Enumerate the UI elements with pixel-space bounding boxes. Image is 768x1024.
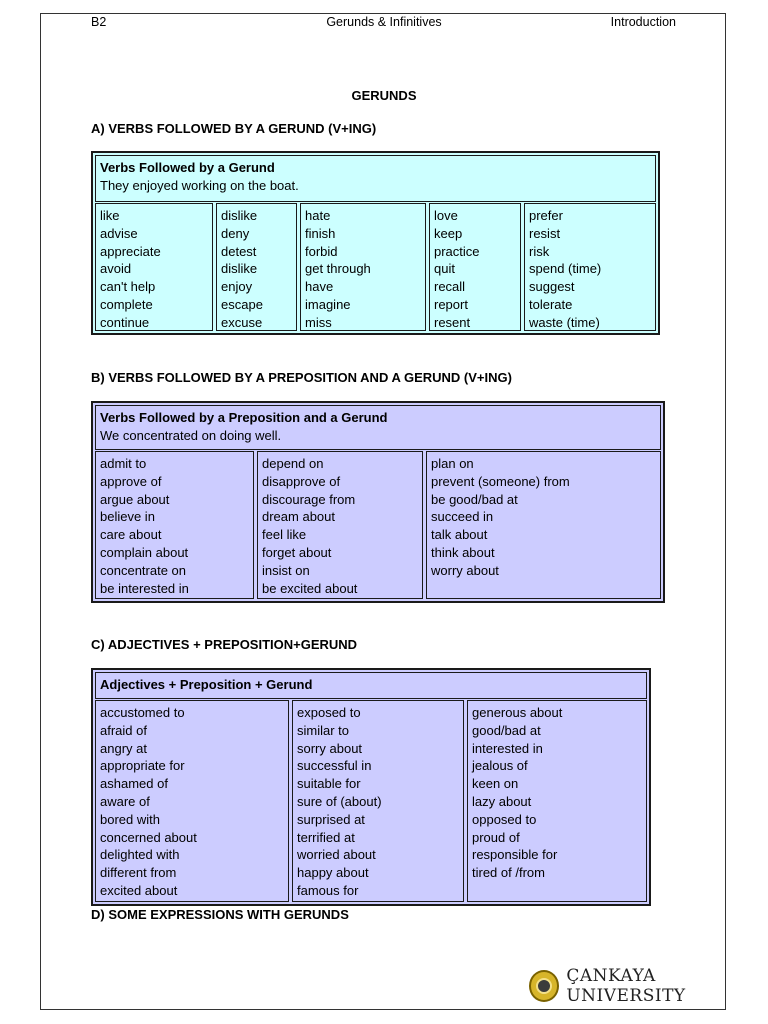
word-item: escape bbox=[221, 296, 263, 312]
word-item: prefer bbox=[529, 208, 563, 223]
page-title: GERUNDS bbox=[351, 88, 417, 103]
word-item: miss bbox=[305, 314, 332, 330]
word-item: like bbox=[100, 208, 120, 223]
word-item: believe in bbox=[100, 509, 155, 525]
word-item: dream about bbox=[262, 509, 335, 525]
section-b-columns bbox=[95, 451, 661, 599]
section-a-heading: A) VERBS FOLLOWED BY A GERUND (V+ING) bbox=[91, 121, 377, 136]
word-item: famous for bbox=[297, 882, 359, 898]
word-item: care about bbox=[100, 527, 162, 543]
section-a-columns bbox=[95, 203, 656, 331]
word-item: sure of (about) bbox=[297, 793, 382, 809]
word-item: imagine bbox=[305, 296, 351, 312]
word-item: successful in bbox=[297, 758, 372, 774]
word-item: delighted with bbox=[100, 847, 180, 863]
word-item: can't help bbox=[100, 279, 156, 295]
word-item: forbid bbox=[305, 243, 338, 259]
section-b-example: We concentrated on doing well. bbox=[100, 428, 282, 443]
word-item: appropriate for bbox=[100, 758, 185, 774]
word-item: different from bbox=[100, 865, 177, 881]
section-c-column bbox=[292, 700, 464, 902]
word-item: sorry about bbox=[297, 740, 363, 756]
university-name: ÇANKAYA UNIVERSITY bbox=[566, 966, 686, 1006]
section-c-box bbox=[91, 668, 651, 906]
word-item: insist on bbox=[262, 562, 310, 578]
university-logo bbox=[529, 966, 768, 1006]
word-item: waste (time) bbox=[529, 314, 600, 330]
section-c-column bbox=[467, 700, 647, 902]
word-item: talk about bbox=[431, 527, 488, 543]
word-item: worried about bbox=[297, 847, 376, 863]
word-item: bored with bbox=[100, 811, 160, 827]
word-item: deny bbox=[221, 225, 250, 241]
word-item: interested in bbox=[472, 740, 543, 756]
section-b-heading: B) VERBS FOLLOWED BY A PREPOSITION AND A GERUND (V+ING) bbox=[91, 370, 512, 385]
word-item: recall bbox=[434, 279, 466, 295]
word-item: suggest bbox=[529, 279, 575, 295]
word-item: resist bbox=[529, 225, 561, 241]
word-item: forget about bbox=[262, 544, 332, 560]
word-item: angry at bbox=[100, 740, 147, 756]
word-item: lazy about bbox=[472, 793, 532, 809]
word-item: aware of bbox=[100, 793, 150, 809]
section-b-column bbox=[95, 451, 254, 599]
section-a-column bbox=[95, 203, 213, 331]
section-a-box bbox=[91, 151, 660, 335]
word-item: report bbox=[434, 296, 468, 312]
word-item: think about bbox=[431, 544, 495, 560]
header-topic: Gerunds & Infinitives bbox=[326, 15, 442, 29]
word-item: avoid bbox=[100, 261, 132, 277]
word-item: spend (time) bbox=[529, 261, 602, 277]
section-a-box-title: Verbs Followed by a Gerund bbox=[100, 160, 275, 175]
word-item: suitable for bbox=[297, 776, 361, 792]
word-item: prevent (someone) from bbox=[431, 473, 570, 489]
word-item: approve of bbox=[100, 473, 162, 489]
word-item: keen on bbox=[472, 776, 519, 792]
word-item: dislike bbox=[221, 261, 258, 277]
word-item: worry about bbox=[431, 562, 499, 578]
word-item: terrified at bbox=[297, 829, 355, 845]
word-item: excited about bbox=[100, 882, 178, 898]
word-item: be excited about bbox=[262, 580, 358, 596]
word-item: responsible for bbox=[472, 847, 558, 863]
section-c-columns bbox=[95, 700, 647, 902]
section-c-box-title: Adjectives + Preposition + Gerund bbox=[100, 677, 313, 692]
section-a-column bbox=[429, 203, 521, 331]
section-a-column bbox=[524, 203, 656, 331]
section-c-column bbox=[95, 700, 289, 902]
word-item: complete bbox=[100, 296, 153, 312]
word-item: concerned about bbox=[100, 829, 197, 845]
word-item: quit bbox=[434, 261, 455, 277]
university-seal-icon bbox=[529, 970, 559, 1002]
word-item: argue about bbox=[100, 491, 170, 507]
section-d-heading: D) SOME EXPRESSIONS WITH GERUNDS bbox=[91, 907, 349, 922]
word-item: risk bbox=[529, 243, 550, 259]
word-item: accustomed to bbox=[100, 705, 185, 720]
word-item: proud of bbox=[472, 829, 520, 845]
word-item: generous about bbox=[472, 705, 563, 720]
section-b-column bbox=[257, 451, 423, 599]
word-item: tired of /from bbox=[472, 865, 545, 881]
word-item: hate bbox=[305, 208, 331, 223]
word-item: complain about bbox=[100, 544, 189, 560]
section-c-heading: C) ADJECTIVES + PREPOSITION+GERUND bbox=[91, 637, 358, 652]
word-item: ashamed of bbox=[100, 776, 168, 792]
word-item: discourage from bbox=[262, 491, 356, 507]
section-b-box-title: Verbs Followed by a Preposition and a Gerund bbox=[100, 410, 388, 425]
word-item: opposed to bbox=[472, 811, 537, 827]
section-b-column bbox=[426, 451, 661, 599]
word-item: tolerate bbox=[529, 296, 573, 312]
word-item: exposed to bbox=[297, 705, 361, 720]
section-a-column bbox=[216, 203, 297, 331]
word-item: good/bad at bbox=[472, 722, 541, 738]
word-item: dislike bbox=[221, 208, 258, 223]
word-item: admit to bbox=[100, 456, 147, 471]
word-item: enjoy bbox=[221, 279, 253, 295]
word-item: resent bbox=[434, 314, 471, 330]
word-item: similar to bbox=[297, 722, 350, 738]
word-item: be good/bad at bbox=[431, 491, 518, 507]
section-a-column bbox=[300, 203, 426, 331]
section-a-box-header bbox=[95, 155, 656, 202]
word-item: get through bbox=[305, 261, 371, 277]
word-item: have bbox=[305, 279, 334, 295]
header-chapter: Introduction bbox=[610, 15, 676, 29]
word-item: appreciate bbox=[100, 243, 161, 259]
word-item: excuse bbox=[221, 314, 263, 330]
word-item: afraid of bbox=[100, 722, 147, 738]
word-item: plan on bbox=[431, 456, 474, 471]
section-c-box-header bbox=[95, 672, 647, 699]
word-item: practice bbox=[434, 243, 480, 259]
word-item: happy about bbox=[297, 865, 369, 881]
word-item: detest bbox=[221, 243, 257, 259]
section-b-box-header bbox=[95, 405, 661, 450]
word-item: continue bbox=[100, 314, 150, 330]
section-a-example: They enjoyed working on the boat. bbox=[100, 178, 299, 193]
header-level: B2 bbox=[91, 15, 107, 29]
section-b-box bbox=[91, 401, 665, 603]
word-item: jealous of bbox=[472, 758, 528, 774]
word-item: advise bbox=[100, 225, 138, 241]
word-item: feel like bbox=[262, 527, 307, 543]
word-item: succeed in bbox=[431, 509, 494, 525]
word-item: keep bbox=[434, 225, 463, 241]
word-item: disapprove of bbox=[262, 473, 341, 489]
word-item: concentrate on bbox=[100, 562, 187, 578]
word-item: be interested in bbox=[100, 580, 189, 596]
word-item: depend on bbox=[262, 456, 324, 471]
word-item: finish bbox=[305, 225, 336, 241]
word-item: surprised at bbox=[297, 811, 365, 827]
word-item: love bbox=[434, 208, 458, 223]
